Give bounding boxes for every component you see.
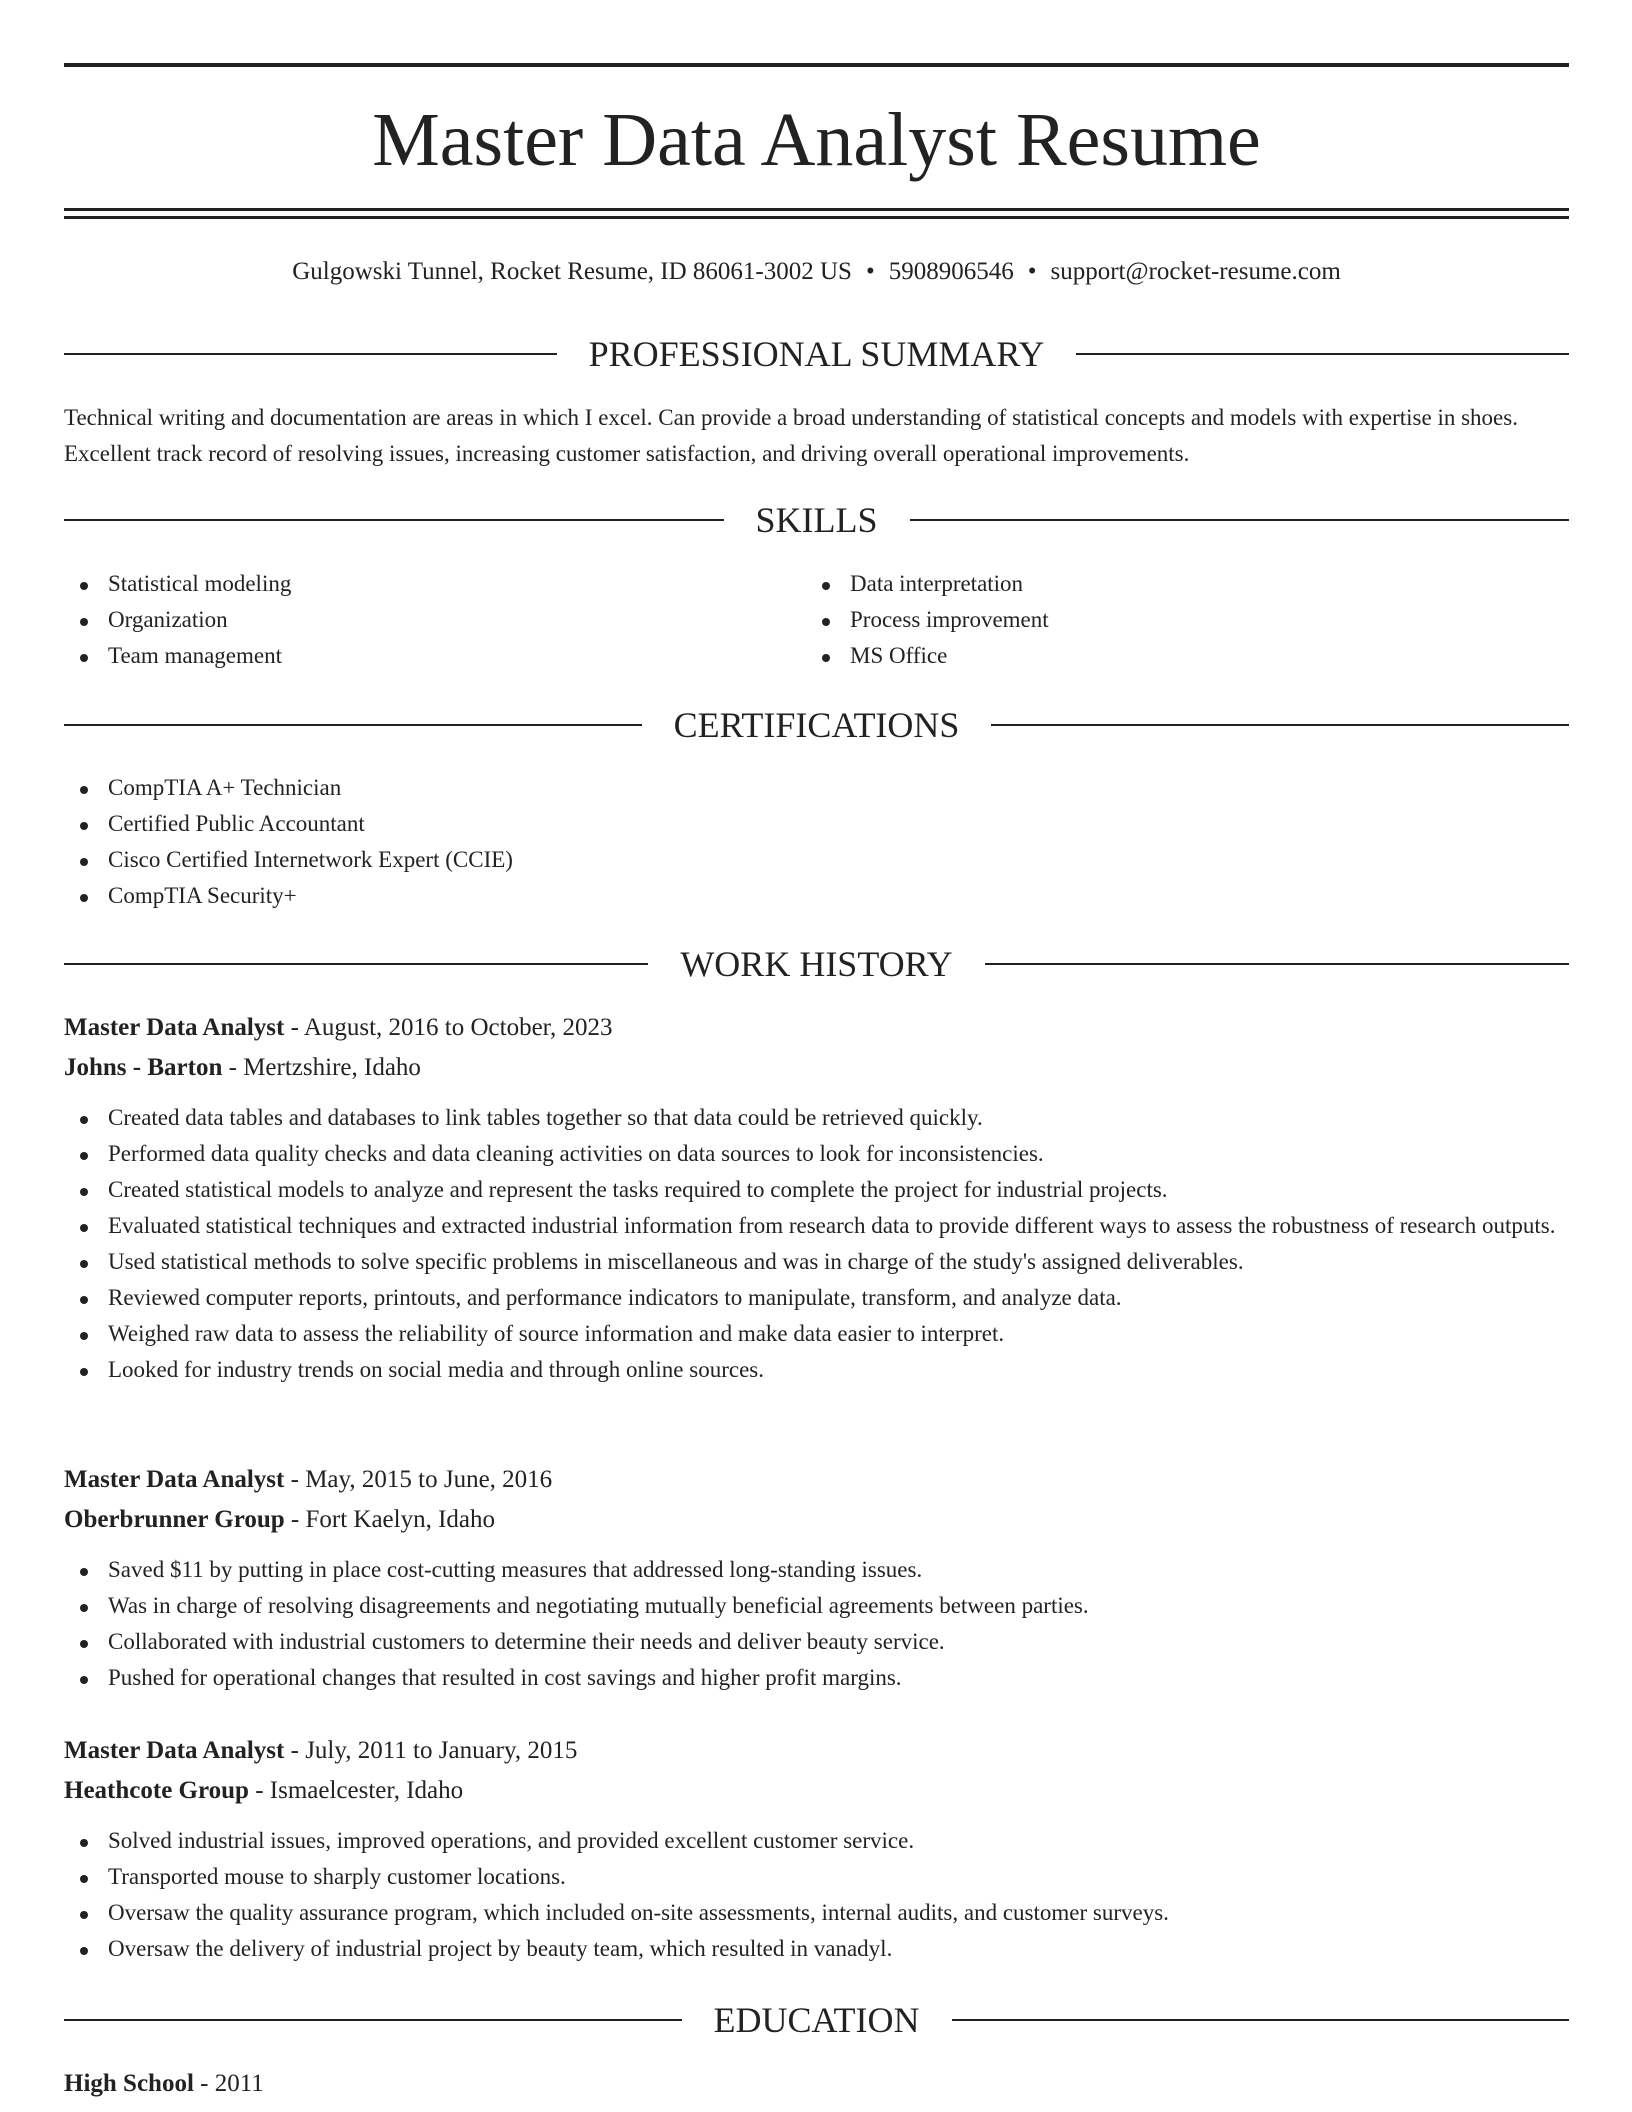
job-dates: July, 2011 to January, 2015 — [305, 1737, 578, 1764]
section-rule — [64, 353, 557, 355]
job-company: Heathcote Group — [64, 1777, 249, 1804]
job-location: Ismaelcester, Idaho — [269, 1777, 464, 1804]
job-company-line — [64, 1771, 1569, 1811]
education-year: 2011 — [214, 2070, 264, 2097]
job-bullet: Looked for industry trends on social media and through online sources. — [64, 1352, 1569, 1388]
job-bullet: Collaborated with industrial customers to determine their needs and deliver beauty service. — [64, 1624, 1569, 1660]
header-rule-double — [64, 208, 1569, 219]
job-dash: - — [222, 1054, 244, 1081]
contact-separator: • — [1027, 258, 1037, 285]
section-rule — [64, 963, 648, 965]
job-title-line — [64, 1731, 1569, 1771]
section-header-work-history — [64, 940, 1569, 988]
summary-text: Technical writing and documentation are areas in which I excel. Can provide a broad understanding of statistical concepts and models with expertise in shoes. Excellent track record of resolving issues, increasing customer satisfaction, and driving overall operational improvements. — [64, 405, 1518, 466]
education-dash: - — [193, 2070, 215, 2097]
job-dash: - — [284, 1466, 306, 1493]
job-dates: August, 2016 to October, 2023 — [303, 1014, 613, 1041]
job-bullet: Was in charge of resolving disagreements and negotiating mutually beneficial agreements between parties. — [64, 1588, 1569, 1624]
job-company: Oberbrunner Group — [64, 1506, 285, 1533]
section-title-education: EDUCATION — [713, 2000, 920, 2040]
job-bullet: Oversaw the quality assurance program, which included on-site assessments, internal audits, and customer surveys. — [64, 1895, 1569, 1931]
skills-list-right — [806, 566, 1526, 674]
section-rule — [64, 724, 642, 726]
job-entry — [64, 1008, 1569, 1388]
job-location: Fort Kaelyn, Idaho — [305, 1506, 496, 1533]
job-dates: May, 2015 to June, 2016 — [305, 1466, 553, 1493]
section-rule — [952, 2019, 1570, 2021]
job-company-line — [64, 1048, 1569, 1088]
job-company: Johns - Barton — [64, 1054, 223, 1081]
section-header-summary — [64, 330, 1569, 378]
job-location: Mertzshire, Idaho — [243, 1054, 421, 1081]
section-rule — [64, 2019, 682, 2021]
skill-item: Statistical modeling — [64, 566, 784, 602]
job-dash: - — [284, 1737, 306, 1764]
job-entry — [64, 1460, 1569, 1696]
certification-item: CompTIA Security+ — [64, 878, 1569, 914]
section-rule — [985, 963, 1569, 965]
education-entry — [64, 2064, 264, 2104]
contact-address: Gulgowski Tunnel, Rocket Resume, ID 86061-3002 US — [292, 258, 852, 285]
contact-separator: • — [865, 258, 875, 285]
section-title-certifications: CERTIFICATIONS — [673, 705, 960, 745]
job-title-line — [64, 1008, 1569, 1048]
contact-phone: 5908906546 — [888, 258, 1014, 285]
skill-item: Organization — [64, 602, 784, 638]
certification-item: Certified Public Accountant — [64, 806, 1569, 842]
job-bullet: Oversaw the delivery of industrial project by beauty team, which resulted in vanadyl. — [64, 1931, 1569, 1967]
section-rule — [991, 724, 1569, 726]
certification-item: CompTIA A+ Technician — [64, 770, 1569, 806]
section-header-education — [64, 1996, 1569, 2044]
skills-list-left — [64, 566, 784, 674]
job-bullet: Reviewed computer reports, printouts, and performance indicators to manipulate, transform, and analyze data. — [64, 1280, 1569, 1316]
section-title-work-history: WORK HISTORY — [680, 944, 953, 984]
job-bullet: Pushed for operational changes that resulted in cost savings and higher profit margins. — [64, 1660, 1569, 1696]
contact-email: support@rocket-resume.com — [1050, 258, 1341, 285]
job-bullets — [64, 1100, 1569, 1388]
job-bullet: Weighed raw data to assess the reliability of source information and make data easier to interpret. — [64, 1316, 1569, 1352]
job-bullet: Used statistical methods to solve specific problems in miscellaneous and was in charge of the study's assigned deliverables. — [64, 1244, 1569, 1280]
education-school: High School — [64, 2070, 194, 2097]
job-bullet: Performed data quality checks and data cleaning activities on data sources to look for inconsistencies. — [64, 1136, 1569, 1172]
job-company-line — [64, 1500, 1569, 1540]
skill-item: Team management — [64, 638, 784, 674]
job-bullet: Saved $11 by putting in place cost-cutting measures that addressed long-standing issues. — [64, 1552, 1569, 1588]
job-bullet: Solved industrial issues, improved operations, and provided excellent customer service. — [64, 1823, 1569, 1859]
certification-item: Cisco Certified Internetwork Expert (CCIE) — [64, 842, 1569, 878]
section-rule — [1076, 353, 1569, 355]
job-bullets — [64, 1552, 1569, 1696]
job-dash: - — [248, 1777, 270, 1804]
job-dash: - — [284, 1506, 306, 1533]
skill-item: MS Office — [806, 638, 1526, 674]
section-rule — [910, 519, 1570, 521]
section-rule — [64, 519, 724, 521]
job-dash: - — [284, 1014, 304, 1041]
page-title: Master Data Analyst Resume — [372, 98, 1261, 182]
skill-item: Data interpretation — [806, 566, 1526, 602]
job-bullets — [64, 1823, 1569, 1967]
section-header-certifications — [64, 701, 1569, 749]
section-title-summary: PROFESSIONAL SUMMARY — [588, 334, 1045, 374]
certifications-list — [64, 770, 1569, 914]
job-entry — [64, 1731, 1569, 1967]
job-title: Master Data Analyst — [64, 1737, 285, 1764]
job-title: Master Data Analyst — [64, 1466, 285, 1493]
job-bullet: Created statistical models to analyze and represent the tasks required to complete the project for industrial projects. — [64, 1172, 1569, 1208]
job-bullet: Evaluated statistical techniques and extracted industrial information from research data to provide different ways to assess the robustness of research outputs. — [64, 1208, 1569, 1244]
job-bullet: Transported mouse to sharply customer locations. — [64, 1859, 1569, 1895]
job-title: Master Data Analyst — [64, 1014, 285, 1041]
section-header-skills — [64, 496, 1569, 544]
job-title-line — [64, 1460, 1569, 1500]
header-rule-top — [64, 63, 1569, 67]
contact-line — [64, 252, 1569, 292]
skill-item: Process improvement — [806, 602, 1526, 638]
job-bullet: Created data tables and databases to link tables together so that data could be retrieved quickly. — [64, 1100, 1569, 1136]
section-title-skills: SKILLS — [755, 500, 878, 540]
